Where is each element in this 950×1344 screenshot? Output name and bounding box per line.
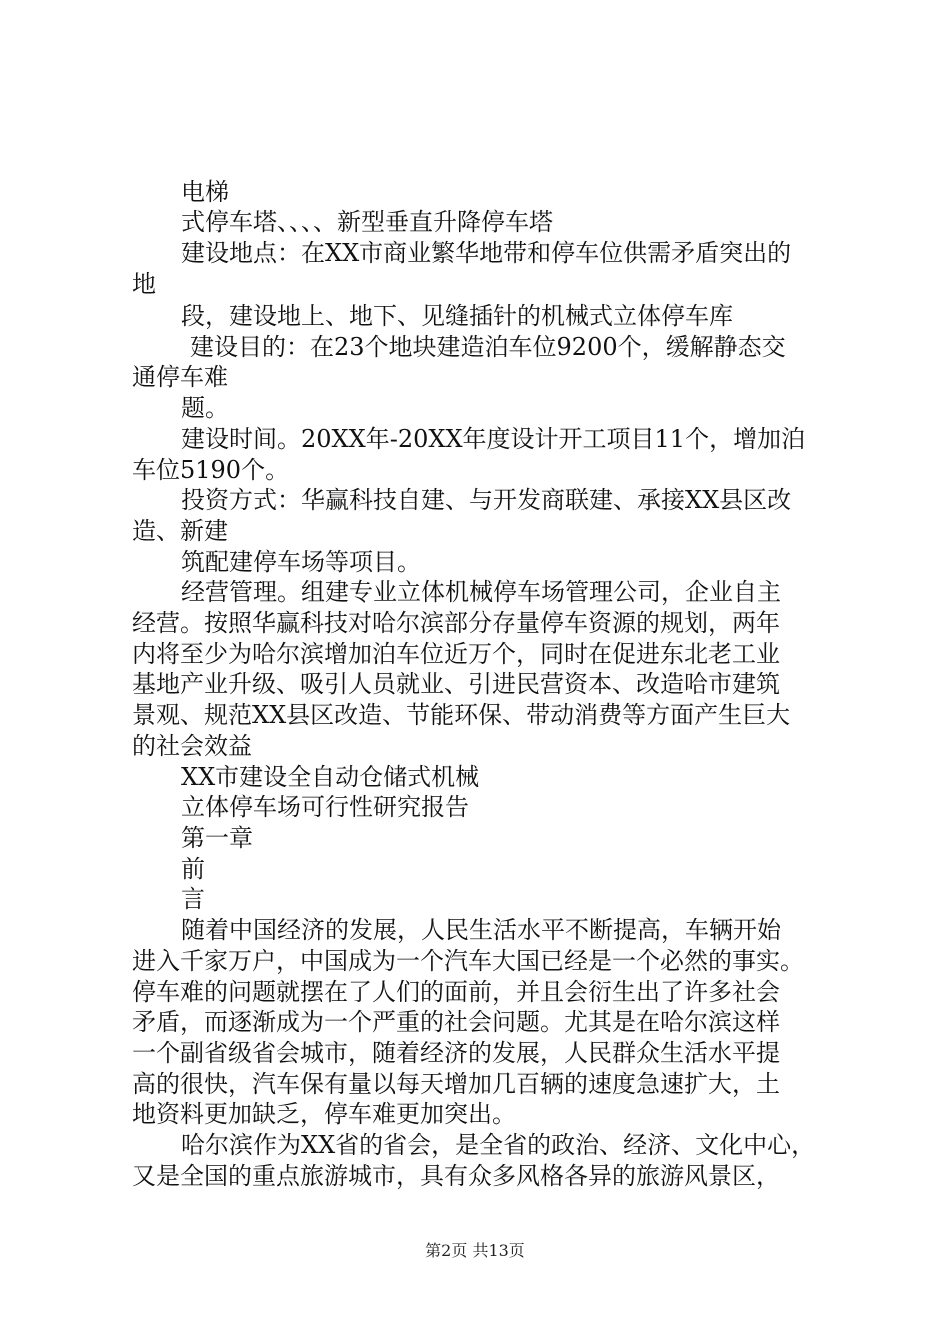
text-line: 停车难的问题就摆在了人们的面前，并且会衍生出了许多社会	[132, 978, 780, 1006]
text-line: 又是全国的重点旅游城市，具有众多风格各异的旅游风景区，	[132, 1162, 780, 1190]
text-line: 题。	[181, 394, 229, 422]
text-line: 建设时间。20XX年-20XX年度设计开工项目11个，增加泊	[181, 425, 806, 453]
text-line: 建设地点：在XX市商业繁华地带和停车位供需矛盾突出的	[181, 239, 792, 267]
text-line: 内将至少为哈尔滨增加泊车位近万个，同时在促进东北老工业	[132, 640, 780, 668]
text-line: 造、新建	[132, 517, 228, 545]
text-line: 式停车塔、、、、新型垂直升降停车塔	[181, 208, 553, 236]
text-line: 矛盾，而逐渐成为一个严重的社会问题。尤其是在哈尔滨这样	[132, 1008, 780, 1036]
section-title: 立体停车场可行性研究报告	[181, 793, 469, 821]
text-line: 电梯	[181, 178, 229, 206]
section-title: XX市建设全自动仓储式机械	[181, 763, 480, 791]
text-line: 景观、规范XX县区改造、节能环保、带动消费等方面产生巨大	[132, 701, 791, 729]
text-line: 哈尔滨作为XX省的省会，是全省的政治、经济、文化中心，	[181, 1131, 816, 1159]
text-line: 经营管理。组建专业立体机械停车场管理公司，企业自主	[181, 578, 781, 606]
chapter-heading: 第一章	[181, 824, 253, 852]
text-line: 筑配建停车场等项目。	[181, 548, 421, 576]
text-line: 进入千家万户，中国成为一个汽车大国已经是一个必然的事实。	[132, 947, 804, 975]
text-line: 投资方式：华赢科技自建、与开发商联建、承接XX县区改	[181, 486, 792, 514]
text-line: 地	[132, 270, 156, 298]
text-line: 地资料更加缺乏，停车难更加突出。	[132, 1100, 516, 1128]
text-line: 一个副省级省会城市，随着经济的发展，人民群众生活水平提	[132, 1039, 780, 1067]
text-line: 基地产业升级、吸引人员就业、引进民营资本、改造哈市建筑	[132, 670, 780, 698]
text-line: 经营。按照华赢科技对哈尔滨部分存量停车资源的规划，两年	[132, 609, 780, 637]
chapter-heading: 言	[181, 885, 205, 913]
page-number-footer: 第2页 共13页	[425, 1241, 525, 1260]
text-line: 的社会效益	[132, 732, 252, 760]
text-line: 通停车难	[132, 363, 228, 391]
chapter-heading: 前	[181, 855, 205, 883]
text-line: 随着中国经济的发展，人民生活水平不断提高，车辆开始	[181, 916, 781, 944]
text-line: 建设目的：在23个地块建造泊车位9200个，缓解静态交	[190, 333, 786, 361]
text-line: 车位5190个。	[132, 456, 290, 484]
text-line: 段，建设地上、地下、见缝插针的机械式立体停车库	[181, 302, 733, 330]
text-line: 高的很快，汽车保有量以每天增加几百辆的速度急速扩大，土	[132, 1070, 780, 1098]
